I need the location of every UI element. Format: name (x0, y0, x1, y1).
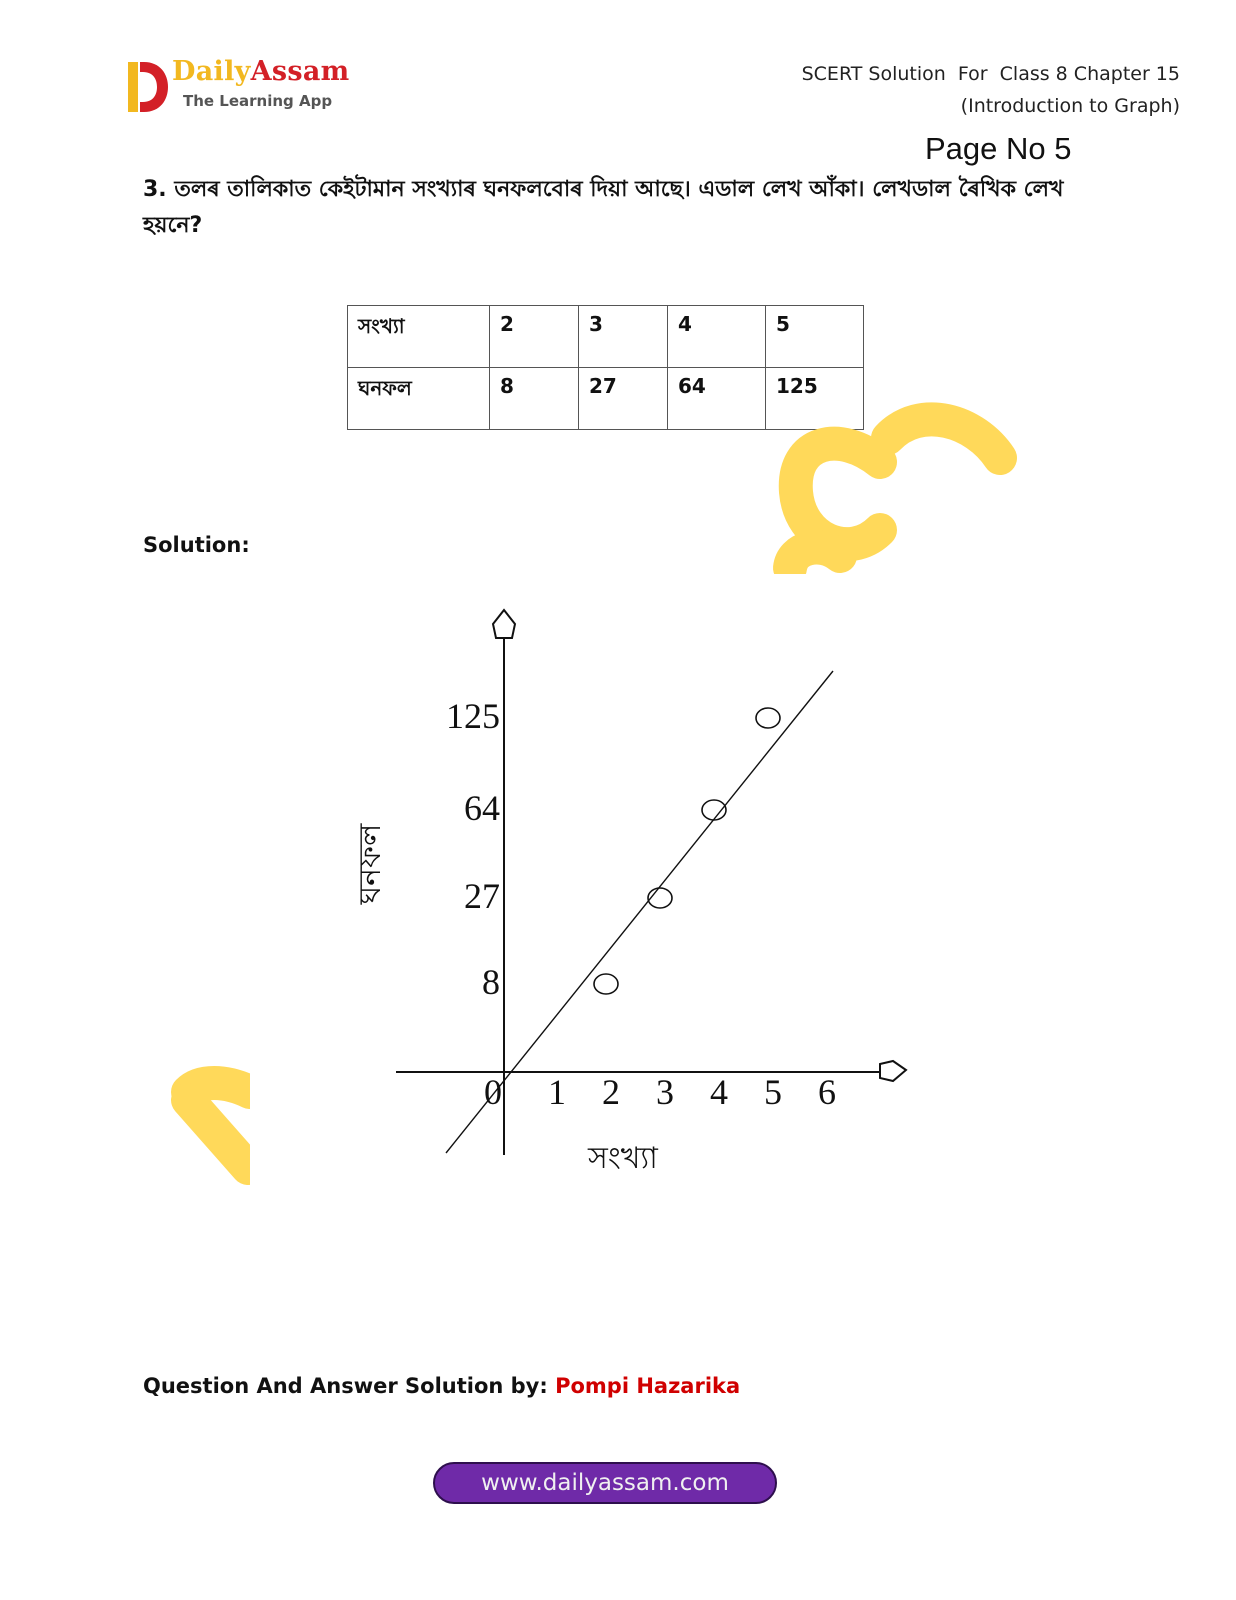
table-cell: 125 (766, 368, 864, 430)
x-tick-label: 1 (548, 1072, 566, 1112)
x-tick-label: 3 (656, 1072, 674, 1112)
table-cell: 64 (668, 368, 766, 430)
table-row (348, 306, 864, 368)
x-axis-title: সংখ্যা (588, 1141, 658, 1176)
data-table (347, 305, 864, 430)
page-number: Page No 5 (925, 131, 1072, 166)
table-cell: 2 (490, 306, 579, 368)
y-axis-title: ঘনফল (353, 823, 388, 905)
x-axis-arrow-icon (880, 1061, 906, 1081)
brand-name (172, 56, 350, 87)
x-tick-label: 0 (484, 1072, 502, 1112)
table-cell: 8 (490, 368, 579, 430)
y-axis-arrow-icon (493, 610, 515, 638)
table-cell: 3 (579, 306, 668, 368)
y-tick-label: 8 (482, 962, 500, 1002)
data-point (702, 800, 726, 820)
data-point (594, 974, 618, 994)
x-tick-label: 2 (602, 1072, 620, 1112)
credit-line (143, 1374, 740, 1398)
table-row-label: সংখ্যা (348, 306, 490, 368)
logo-d-icon (126, 58, 170, 116)
brand-logo (126, 56, 366, 120)
credit-prefix: Question And Answer Solution by: (143, 1374, 556, 1398)
data-point (756, 708, 780, 728)
brand-name-part2: Assam (250, 56, 350, 87)
x-tick-label: 5 (764, 1072, 782, 1112)
credit-author: Pompi Hazarika (555, 1374, 741, 1398)
y-tick-label: 27 (464, 876, 500, 916)
header-line1: SCERT Solution For Class 8 Chapter 15 (801, 63, 1180, 85)
x-tick-label: 6 (818, 1072, 836, 1112)
question-text: 3. তলৰ তালিকাত কেইটামান সংখ্যাৰ ঘনফলবোৰ দিয়া আছে। এডাল লেখ আঁকা। লেখডাল ৰৈখিক লেখ হয়নে? (143, 177, 1064, 238)
header-line2: (Introduction to Graph) (960, 95, 1180, 117)
table-cell: 27 (579, 368, 668, 430)
brand-name-part1: Daily (172, 56, 251, 87)
cube-graph (330, 600, 930, 1200)
brand-tagline: The Learning App (183, 92, 333, 110)
table-row (348, 368, 864, 430)
table-cell: 4 (668, 306, 766, 368)
table-row-label: ঘনফল (348, 368, 490, 430)
solution-label: Solution: (143, 533, 250, 557)
header-info (802, 58, 1180, 122)
table-cell: 5 (766, 306, 864, 368)
y-tick-label: 125 (446, 696, 500, 736)
y-tick-label: 64 (464, 788, 500, 828)
website-link[interactable]: www.dailyassam.com (433, 1462, 777, 1504)
x-tick-label: 4 (710, 1072, 728, 1112)
